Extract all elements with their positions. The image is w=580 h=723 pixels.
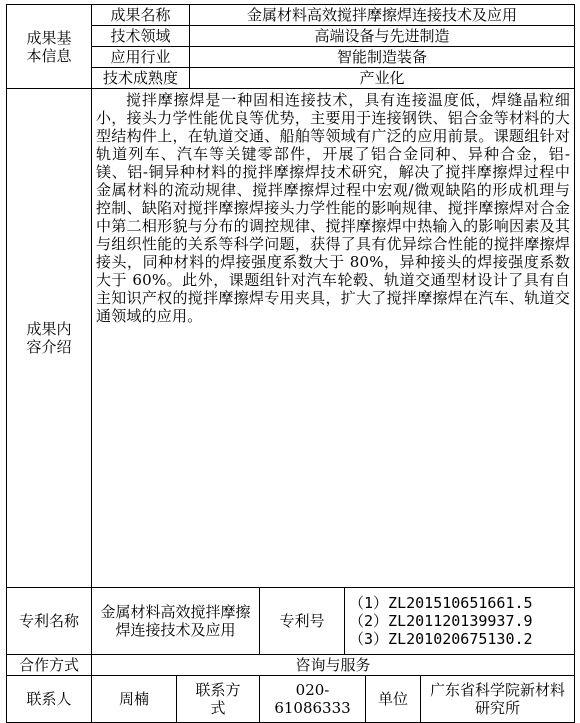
- field-label-industry: 应用行业: [92, 47, 190, 68]
- content-text: 搅拌摩擦焊是一种固相连接技术，具有连接温度低，焊缝晶粒细小，接头力学性能优良等优势，主要用于连接钢铁、铝合金等材料的大型结构件上，在轨道交通、船舶等领域有广泛的应用前景。课题组针对轨道列车、汽车等关键零部件，开展了铝合金同种、异种合金，铝-镁、铝-铜异种材料的搅拌摩擦焊技术研究，解决了搅拌摩擦焊过程中金属材料的流动规律、搅拌摩擦焊过程中宏观/微观缺陷的形成机理与控制、缺陷对搅拌摩擦焊接头力学性能的影响规律、搅拌摩擦焊对合金中第二相形貌与分布的调控规律、搅拌摩擦焊中热输入的影响因素及其与组织性能的关系等科学问题，获得了具有优异综合性能的搅拌摩擦焊接头，同种材料的焊接强度系数大于 80%，异种接头的焊接强度系数大于 60%。此外，课题组针对汽车轮毂、轨道交通型材设计了具有自主知识产权的搅拌摩擦焊专用夹具，扩大了搅拌摩擦焊在汽车、轨道交通领域的应用。: [96, 91, 571, 325]
- contact-unit-label: 单位: [366, 676, 421, 723]
- cooperation-label: 合作方式: [7, 655, 92, 676]
- patent-number-label: 专利号: [260, 588, 345, 655]
- contact-method-label: 联系方式: [177, 676, 260, 723]
- patent-number-1: （1）ZL201510651661.5: [349, 594, 533, 612]
- patent-number-3: （3）ZL201020675130.2: [349, 630, 533, 648]
- patent-name-value: 金属材料高效搅拌摩擦焊连接技术及应用: [92, 588, 260, 655]
- field-label-maturity: 技术成熟度: [92, 68, 190, 89]
- field-value-industry: 智能制造装备: [190, 47, 575, 68]
- field-value-name: 金属材料高效搅拌摩擦焊连接技术及应用: [190, 5, 575, 26]
- contact-unit-value: 广东省科学院新材料研究所: [421, 676, 575, 723]
- contact-phone-value: 020-61086333: [260, 676, 366, 723]
- contact-person-value: 周楠: [92, 676, 177, 723]
- contact-person-label: 联系人: [7, 676, 92, 723]
- field-value-domain: 高端设备与先进制造: [190, 26, 575, 47]
- field-label-domain: 技术领域: [92, 26, 190, 47]
- patent-name-label: 专利名称: [7, 588, 92, 655]
- field-value-maturity: 产业化: [190, 68, 575, 89]
- content-description: [92, 89, 575, 588]
- field-label-name: 成果名称: [92, 5, 190, 26]
- content-label: 成果内容介绍: [7, 89, 92, 588]
- basic-info-label: 成果基本信息: [7, 5, 92, 89]
- achievement-form: [6, 4, 575, 723]
- cooperation-value: 咨询与服务: [92, 655, 575, 676]
- patent-number-list: [345, 588, 575, 655]
- patent-number-2: （2）ZL201120139937.9: [349, 612, 533, 630]
